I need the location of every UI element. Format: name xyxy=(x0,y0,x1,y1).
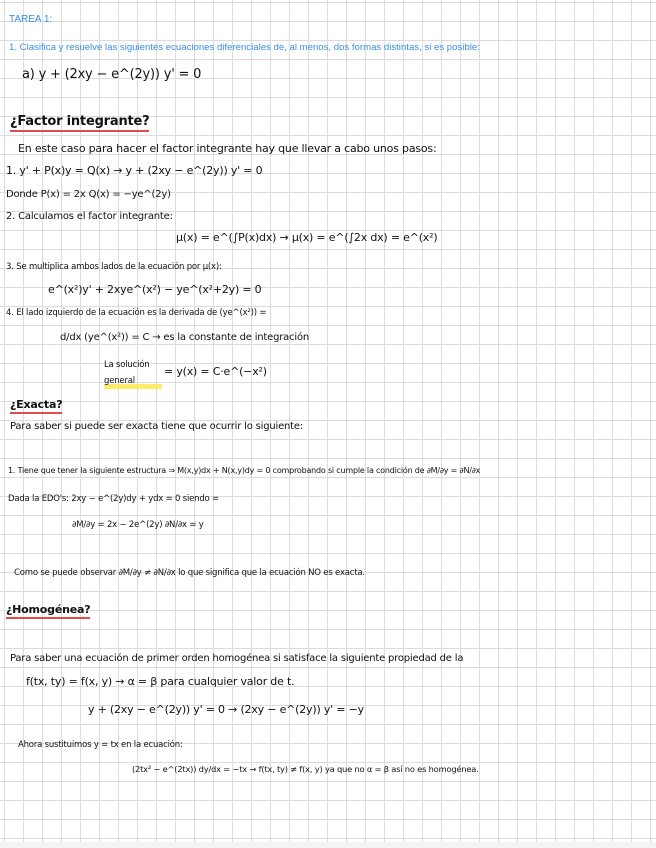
exact-intro: Para saber si puede ser exacta tiene que ocurrir lo siguiente: xyxy=(10,421,304,432)
instruction-text: 1. Clasifica y resuelve las siguientes ecuaciones diferenciales de, al menos, dos formas distintas, si es posible: xyxy=(9,42,480,53)
step4-formula: d/dx (ye^(x²)) = C → es la constante de integración xyxy=(60,332,310,343)
exact-heading: ¿Exacta? xyxy=(10,398,62,414)
homogeneous-intro: Para saber una ecuación de primer orden homogénea si satisface la siguiente propiedad de la xyxy=(10,653,464,664)
homogeneous-property: f(tx, ty) = f(x, y) → α = β para cualquier valor de t. xyxy=(26,675,295,688)
step3-formula: e^(x²)y' + 2xye^(x²) − ye^(x²+2y) = 0 xyxy=(48,283,262,296)
step2-text: 2. Calculamos el factor integrante: xyxy=(6,211,173,222)
exact-conclusion: Como se puede observar ∂M/∂y ≠ ∂N/∂x lo que significa que la ecuación NO es exacta. xyxy=(14,568,365,578)
exercise-label: a) y + (2xy − e^(2y)) y' = 0 xyxy=(22,67,202,82)
step1-text: 1. y' + P(x)y = Q(x) → y + (2xy − e^(2y)) y' = 0 xyxy=(6,164,263,177)
solution-formula: = y(x) = C·e^(−x²) xyxy=(164,365,267,378)
solution-label: La solución general xyxy=(104,357,162,389)
step3-text: 3. Se multiplica ambos lados de la ecuación por μ(x): xyxy=(6,262,222,272)
page-title: TAREA 1: xyxy=(9,14,53,25)
page-bottom-edge xyxy=(0,842,656,848)
exact-given: Dada la EDO's: 2xy − e^(2y)dy + ydx = 0 siendo = xyxy=(8,494,219,504)
exact-step1: 1. Tiene que tener la siguiente estructura ⇒ M(x,y)dx + N(x,y)dy = 0 comprobando si cumple la condición de ∂M/∂y = ∂N/∂x xyxy=(8,466,481,475)
homogeneous-result: (2tx² − e^(2tx)) dy/dx = −tx → f(tx, ty) ≠ f(x, y) ya que no α = β así no es homogénea. xyxy=(132,764,479,774)
homogeneous-heading: ¿Homogénea? xyxy=(6,603,90,619)
integrating-factor-intro: En este caso para hacer el factor integrante hay que llevar a cabo unos pasos: xyxy=(18,142,437,155)
step2-formula: μ(x) = e^(∫P(x)dx) → μ(x) = e^(∫2x dx) = e^(x²) xyxy=(176,231,438,244)
integrating-factor-heading: ¿Factor integrante? xyxy=(10,114,149,132)
step4-text: 4. El lado izquierdo de la ecuación es la derivada de (ye^(x²)) = xyxy=(6,308,267,318)
homogeneous-substitution: Ahora sustituimos y = tx en la ecuación: xyxy=(18,740,183,750)
exact-partials: ∂M/∂y = 2x − 2e^(2y) ∂N/∂x = y xyxy=(72,520,204,530)
homogeneous-equation: y + (2xy − e^(2y)) y' = 0 → (2xy − e^(2y)) y' = −y xyxy=(88,703,364,716)
step1-where: Donde P(x) = 2x Q(x) = −ye^(2y) xyxy=(6,189,171,200)
